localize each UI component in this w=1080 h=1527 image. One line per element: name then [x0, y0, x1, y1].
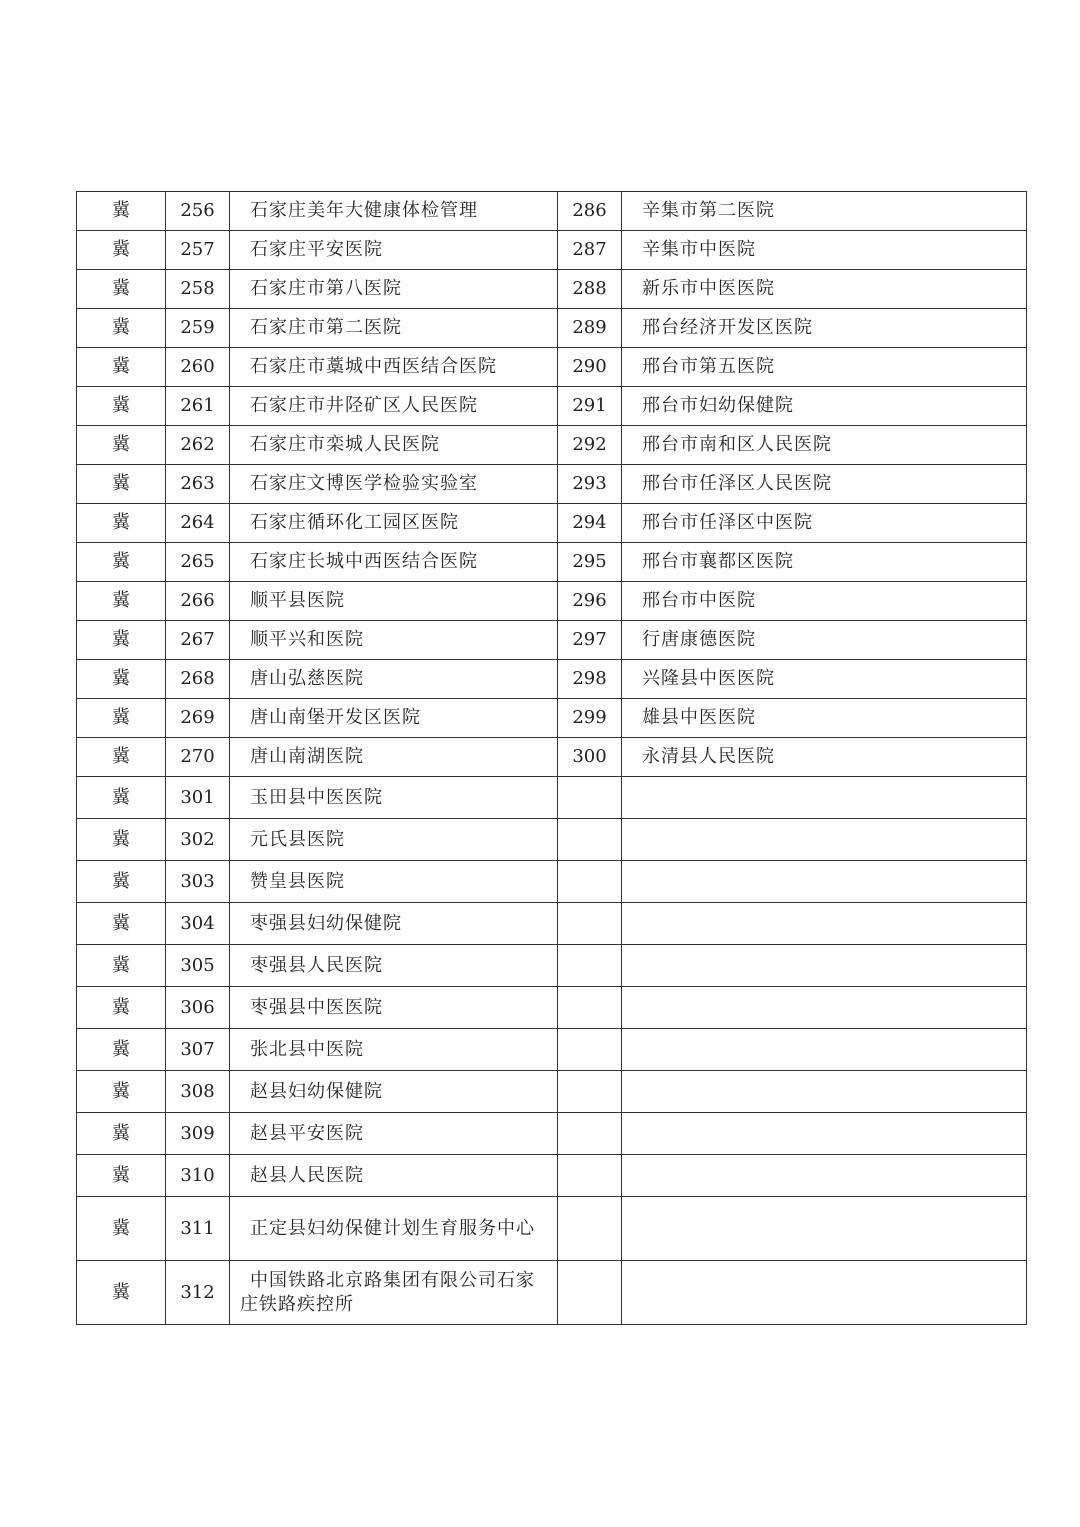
table-row	[77, 309, 1027, 348]
empty-cell	[558, 1071, 622, 1113]
number-cell: 259	[166, 309, 230, 348]
province-cell: 冀	[77, 465, 166, 504]
province-cell: 冀	[77, 387, 166, 426]
empty-cell	[558, 1113, 622, 1155]
empty-cell	[622, 987, 1027, 1029]
number-cell: 294	[558, 504, 622, 543]
number-cell: 257	[166, 231, 230, 270]
number-cell: 261	[166, 387, 230, 426]
institution-name-cell: 石家庄美年大健康体检管理	[230, 192, 558, 231]
empty-cell	[558, 987, 622, 1029]
institution-name-cell: 新乐市中医医院	[622, 270, 1027, 309]
institution-name-cell: 石家庄市藁城中西医结合医院	[230, 348, 558, 387]
institution-name-cell: 唐山弘慈医院	[230, 660, 558, 699]
institution-name-cell: 唐山南堡开发区医院	[230, 699, 558, 738]
institution-name-cell: 石家庄市第二医院	[230, 309, 558, 348]
table-row	[77, 738, 1027, 777]
province-cell: 冀	[77, 1155, 166, 1197]
province-cell: 冀	[77, 699, 166, 738]
institution-name-cell: 石家庄市栾城人民医院	[230, 426, 558, 465]
number-cell: 260	[166, 348, 230, 387]
number-cell: 262	[166, 426, 230, 465]
province-cell: 冀	[77, 1113, 166, 1155]
empty-cell	[558, 1155, 622, 1197]
institution-name-cell: 正定县妇幼保健计划生育服务中心	[230, 1197, 558, 1261]
institution-name-cell: 枣强县中医医院	[230, 987, 558, 1029]
number-cell: 288	[558, 270, 622, 309]
number-cell: 256	[166, 192, 230, 231]
number-cell: 312	[166, 1261, 230, 1325]
province-cell: 冀	[77, 543, 166, 582]
institution-name-cell: 石家庄市第八医院	[230, 270, 558, 309]
province-cell: 冀	[77, 738, 166, 777]
number-cell: 301	[166, 777, 230, 819]
table-row	[77, 945, 1027, 987]
number-cell: 263	[166, 465, 230, 504]
province-cell: 冀	[77, 903, 166, 945]
institution-name-cell: 张北县中医院	[230, 1029, 558, 1071]
number-cell: 307	[166, 1029, 230, 1071]
empty-cell	[558, 1197, 622, 1261]
empty-cell	[622, 1197, 1027, 1261]
number-cell: 308	[166, 1071, 230, 1113]
number-cell: 296	[558, 582, 622, 621]
table-row	[77, 1113, 1027, 1155]
province-cell: 冀	[77, 270, 166, 309]
institution-name-cell: 赵县平安医院	[230, 1113, 558, 1155]
empty-cell	[622, 777, 1027, 819]
number-cell: 258	[166, 270, 230, 309]
number-cell: 305	[166, 945, 230, 987]
institution-name-cell: 永清县人民医院	[622, 738, 1027, 777]
institution-name-cell: 邢台市任泽区中医院	[622, 504, 1027, 543]
province-cell: 冀	[77, 777, 166, 819]
empty-cell	[622, 1113, 1027, 1155]
table-row	[77, 270, 1027, 309]
institution-name-cell: 顺平县医院	[230, 582, 558, 621]
table-row	[77, 621, 1027, 660]
number-cell: 297	[558, 621, 622, 660]
empty-cell	[558, 777, 622, 819]
institution-name-cell: 雄县中医医院	[622, 699, 1027, 738]
number-cell: 264	[166, 504, 230, 543]
table-row	[77, 1261, 1027, 1325]
table-row	[77, 192, 1027, 231]
province-cell: 冀	[77, 426, 166, 465]
empty-cell	[622, 945, 1027, 987]
table-row	[77, 504, 1027, 543]
province-cell: 冀	[77, 1029, 166, 1071]
province-cell: 冀	[77, 348, 166, 387]
institution-name-cell: 赞皇县医院	[230, 861, 558, 903]
institution-name-cell: 元氏县医院	[230, 819, 558, 861]
empty-cell	[558, 903, 622, 945]
institution-name-cell: 唐山南湖医院	[230, 738, 558, 777]
number-cell: 268	[166, 660, 230, 699]
province-cell: 冀	[77, 1197, 166, 1261]
province-cell: 冀	[77, 621, 166, 660]
institution-name-cell: 邢台市妇幼保健院	[622, 387, 1027, 426]
institution-name-cell: 邢台市第五医院	[622, 348, 1027, 387]
table-row	[77, 387, 1027, 426]
table-row	[77, 543, 1027, 582]
number-cell: 289	[558, 309, 622, 348]
province-cell: 冀	[77, 1261, 166, 1325]
table-row	[77, 582, 1027, 621]
table-row	[77, 1197, 1027, 1261]
number-cell: 286	[558, 192, 622, 231]
table-row	[77, 987, 1027, 1029]
number-cell: 309	[166, 1113, 230, 1155]
institution-name-cell: 玉田县中医医院	[230, 777, 558, 819]
institution-name-cell: 石家庄市井陉矿区人民医院	[230, 387, 558, 426]
table-row	[77, 465, 1027, 504]
institution-name-cell: 辛集市中医院	[622, 231, 1027, 270]
number-cell: 298	[558, 660, 622, 699]
institution-name-cell: 石家庄循环化工园区医院	[230, 504, 558, 543]
empty-cell	[622, 1261, 1027, 1325]
table-row	[77, 903, 1027, 945]
number-cell: 290	[558, 348, 622, 387]
institution-name-cell: 邢台市中医院	[622, 582, 1027, 621]
empty-cell	[622, 861, 1027, 903]
institution-name-cell: 枣强县妇幼保健院	[230, 903, 558, 945]
table-row	[77, 1029, 1027, 1071]
province-cell: 冀	[77, 819, 166, 861]
province-cell: 冀	[77, 231, 166, 270]
empty-cell	[622, 819, 1027, 861]
institution-name-cell: 邢台市任泽区人民医院	[622, 465, 1027, 504]
table-row	[77, 777, 1027, 819]
empty-cell	[622, 1029, 1027, 1071]
province-cell: 冀	[77, 504, 166, 543]
empty-cell	[558, 861, 622, 903]
table-row	[77, 348, 1027, 387]
number-cell: 267	[166, 621, 230, 660]
number-cell: 306	[166, 987, 230, 1029]
table-row	[77, 819, 1027, 861]
number-cell: 266	[166, 582, 230, 621]
province-cell: 冀	[77, 1071, 166, 1113]
empty-cell	[558, 945, 622, 987]
institution-name-cell: 行唐康德医院	[622, 621, 1027, 660]
number-cell: 300	[558, 738, 622, 777]
table-row	[77, 1071, 1027, 1113]
province-cell: 冀	[77, 987, 166, 1029]
institution-name-cell: 枣强县人民医院	[230, 945, 558, 987]
table-row	[77, 1155, 1027, 1197]
number-cell: 293	[558, 465, 622, 504]
institution-name-cell: 邢台市襄都区医院	[622, 543, 1027, 582]
province-cell: 冀	[77, 582, 166, 621]
institution-name-cell: 邢台市南和区人民医院	[622, 426, 1027, 465]
province-cell: 冀	[77, 945, 166, 987]
institution-name-cell: 辛集市第二医院	[622, 192, 1027, 231]
province-cell: 冀	[77, 861, 166, 903]
number-cell: 303	[166, 861, 230, 903]
number-cell: 292	[558, 426, 622, 465]
institution-name-cell: 石家庄文博医学检验实验室	[230, 465, 558, 504]
institution-name-cell: 兴隆县中医医院	[622, 660, 1027, 699]
institution-name-cell: 赵县人民医院	[230, 1155, 558, 1197]
table-row	[77, 699, 1027, 738]
table-body	[77, 192, 1027, 1325]
table-row	[77, 861, 1027, 903]
number-cell: 287	[558, 231, 622, 270]
institution-name-cell: 石家庄平安医院	[230, 231, 558, 270]
empty-cell	[558, 1261, 622, 1325]
hospital-list-table	[76, 191, 1027, 1325]
institution-name-cell: 赵县妇幼保健院	[230, 1071, 558, 1113]
number-cell: 310	[166, 1155, 230, 1197]
number-cell: 299	[558, 699, 622, 738]
empty-cell	[622, 903, 1027, 945]
number-cell: 270	[166, 738, 230, 777]
empty-cell	[622, 1155, 1027, 1197]
number-cell: 291	[558, 387, 622, 426]
table-row	[77, 660, 1027, 699]
province-cell: 冀	[77, 660, 166, 699]
table-row	[77, 231, 1027, 270]
number-cell: 265	[166, 543, 230, 582]
institution-name-cell: 顺平兴和医院	[230, 621, 558, 660]
institution-name-cell: 邢台经济开发区医院	[622, 309, 1027, 348]
empty-cell	[622, 1071, 1027, 1113]
province-cell: 冀	[77, 309, 166, 348]
number-cell: 311	[166, 1197, 230, 1261]
number-cell: 269	[166, 699, 230, 738]
number-cell: 302	[166, 819, 230, 861]
number-cell: 295	[558, 543, 622, 582]
empty-cell	[558, 819, 622, 861]
province-cell: 冀	[77, 192, 166, 231]
empty-cell	[558, 1029, 622, 1071]
institution-name-cell: 石家庄长城中西医结合医院	[230, 543, 558, 582]
table-row	[77, 426, 1027, 465]
institution-name-cell: 中国铁路北京路集团有限公司石家庄铁路疾控所	[230, 1261, 558, 1325]
number-cell: 304	[166, 903, 230, 945]
